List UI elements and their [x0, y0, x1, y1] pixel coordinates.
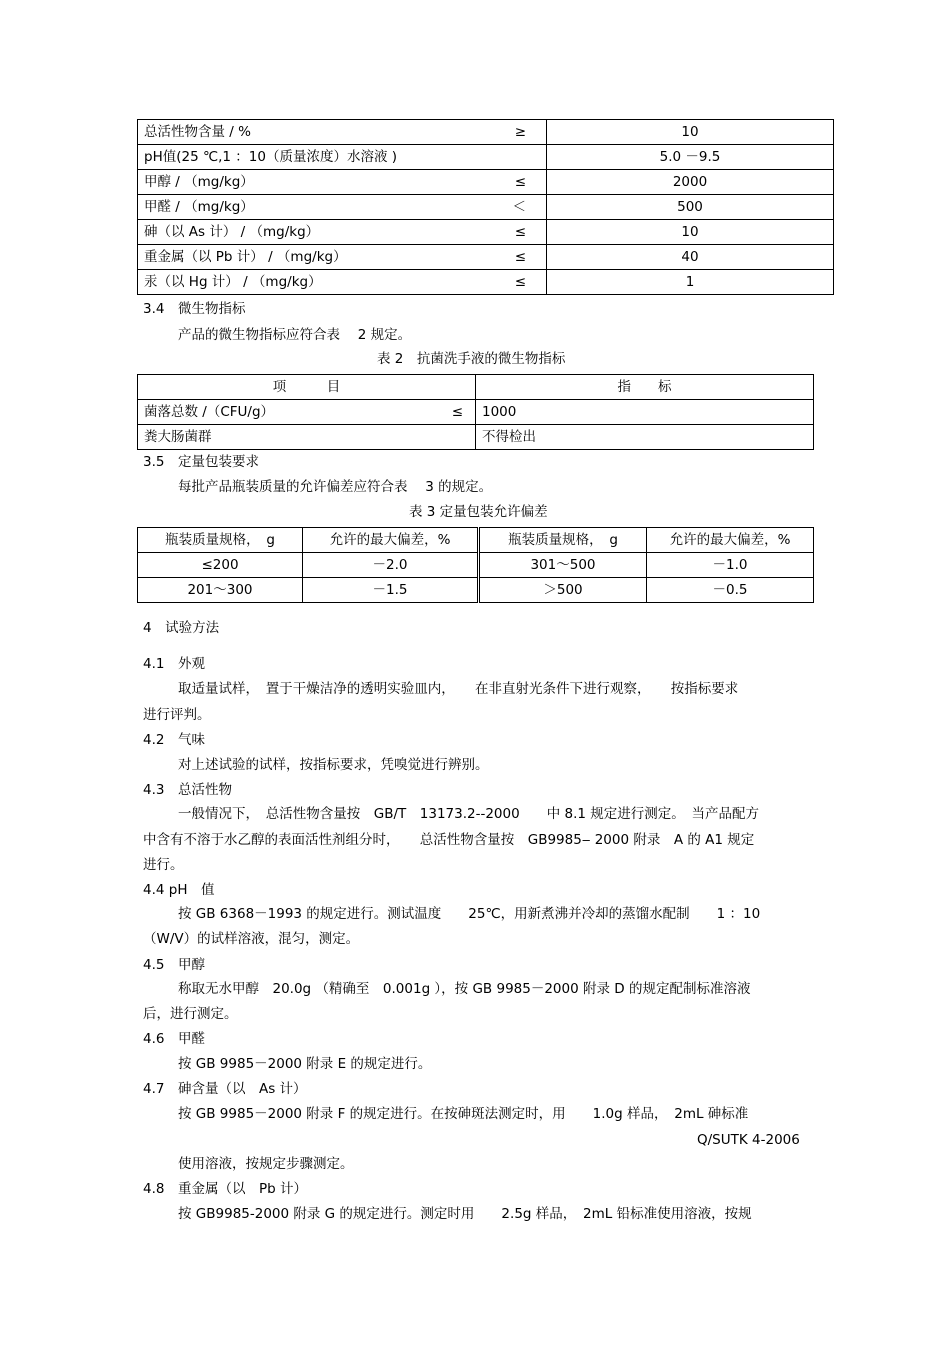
row-value: 2000 [547, 170, 834, 195]
table-cell: 201～300 [138, 578, 303, 603]
section-4-3-text: 中含有不溶于水乙醇的表面活性剂组分时， 总活性物含量按 GB9985‒ 2000 附录 A 的 A1 规定 [143, 832, 755, 848]
column-header: 瓶装质量规格， g [138, 528, 303, 553]
section-3-5-heading: 3.5 定量包装要求 [143, 454, 259, 470]
section-4-1-heading: 4.1 外观 [143, 656, 205, 672]
table-cell: ≤200 [138, 553, 303, 578]
comparison-symbol: ≤ [514, 274, 526, 290]
comparison-symbol: ＜ [512, 199, 526, 215]
table-row [138, 270, 834, 295]
table-row [138, 245, 834, 270]
comparison-symbol: ≤ [514, 174, 526, 190]
row-label: 汞（以 Hg 计） / （mg/kg） [144, 274, 322, 290]
column-header: 瓶装质量规格， g [479, 528, 647, 553]
row-value: 1000 [476, 400, 814, 425]
row-label: 总活性物含量 / % [144, 124, 251, 140]
row-value: 不得检出 [476, 425, 814, 450]
table-1 [137, 119, 834, 295]
table-row [138, 425, 814, 450]
section-4-4-heading: 4.4 pH 值 [143, 882, 215, 898]
section-4-3-heading: 4.3 总活性物 [143, 782, 232, 798]
row-label: pH值(25 ℃,1 ：10（质量浓度）水溶液 ) [144, 149, 398, 165]
row-label: 甲醇 / （mg/kg） [144, 174, 254, 190]
section-3-4-heading: 3.4 微生物指标 [143, 301, 246, 317]
table-3 [137, 527, 814, 603]
table-cell: －2.0 [303, 553, 479, 578]
table-cell: －1.5 [303, 578, 479, 603]
row-label: 重金属（以 Pb 计） / （mg/kg） [144, 249, 347, 265]
section-4-4-text: （W/V）的试样溶液，混匀，测定。 [143, 931, 360, 947]
section-4-8-text: 按 GB9985-2000 附录 G 的规定进行。测定时用 2.5g 样品， 2mL 铅标准使用溶液，按规 [178, 1206, 752, 1222]
table-row [138, 195, 834, 220]
table-header-row [138, 528, 814, 553]
row-label: 粪大肠菌群 [144, 429, 212, 445]
section-4-2-text: 对上述试验的试样，按指标要求，凭嗅觉进行辨别。 [178, 757, 489, 773]
section-4-5-heading: 4.5 甲醇 [143, 957, 205, 973]
table-row [138, 400, 814, 425]
table-cell: 301～500 [479, 553, 647, 578]
table-row [138, 220, 834, 245]
table-2-caption: 表 2 抗菌洗手液的微生物指标 [377, 351, 566, 367]
column-header-item: 项 目 [138, 375, 476, 400]
section-4-3-text: 进行。 [143, 857, 184, 873]
section-4-6-text: 按 GB 9985－2000 附录 E 的规定进行。 [178, 1056, 432, 1072]
section-4-8-heading: 4.8 重金属（以 Pb 计） [143, 1181, 307, 1197]
table-row [138, 553, 814, 578]
table-cell: －1.0 [647, 553, 814, 578]
row-value: 500 [547, 195, 834, 220]
table-row [138, 120, 834, 145]
column-header: 允许的最大偏差，% [647, 528, 814, 553]
table-cell: ＞500 [479, 578, 647, 603]
row-value: 10 [547, 120, 834, 145]
table-row [138, 578, 814, 603]
table-row [138, 145, 834, 170]
section-4-7-heading: 4.7 砷含量（以 As 计） [143, 1081, 307, 1097]
section-4-3-text: 一般情况下， 总活性物含量按 GB/T 13173.2--2000 中 8.1 规定进行测定。 当产品配方 [178, 806, 759, 822]
comparison-symbol: ≥ [514, 124, 526, 140]
document-id: Q/SUTK 4-2006 [697, 1132, 800, 1148]
row-value: 5.0 －9.5 [547, 145, 834, 170]
section-4-7-text: 使用溶液，按规定步骤测定。 [178, 1156, 354, 1172]
row-value: 40 [547, 245, 834, 270]
section-4-heading: 4 试验方法 [143, 620, 220, 636]
comparison-symbol: ≤ [451, 404, 463, 420]
section-4-6-heading: 4.6 甲醛 [143, 1031, 205, 1047]
table-3-caption: 表 3 定量包装允许偏差 [409, 504, 548, 520]
row-value: 10 [547, 220, 834, 245]
row-label: 甲醛 / （mg/kg） [144, 199, 254, 215]
table-cell: －0.5 [647, 578, 814, 603]
section-3-5-text: 每批产品瓶装质量的允许偏差应符合表 3 的规定。 [178, 479, 493, 495]
section-4-2-heading: 4.2 气味 [143, 732, 205, 748]
section-4-5-text: 称取无水甲醇 20.0g （精确至 0.001g ），按 GB 9985－2000 附录 D 的规定配制标准溶液 [178, 981, 751, 997]
section-3-4-text: 产品的微生物指标应符合表 2 规定。 [178, 327, 412, 343]
table-2 [137, 374, 814, 450]
section-4-7-text: 按 GB 9985－2000 附录 F 的规定进行。在按砷斑法测定时，用 1.0g 样品， 2mL 砷标准 [178, 1106, 749, 1122]
section-4-4-text: 按 GB 6368－1993 的规定进行。测试温度 25℃，用新煮沸并冷却的蒸馏水配制 1 ：10 [178, 906, 761, 922]
section-4-1-text: 进行评判。 [143, 707, 211, 723]
section-4-5-text: 后，进行测定。 [143, 1006, 238, 1022]
table-header-row [138, 375, 814, 400]
table-row [138, 170, 834, 195]
comparison-symbol: ≤ [514, 249, 526, 265]
column-header-index: 指 标 [476, 375, 814, 400]
column-header: 允许的最大偏差，% [303, 528, 479, 553]
row-label: 菌落总数 /（CFU/g） [144, 404, 275, 420]
section-4-1-text: 取适量试样， 置于干燥洁净的透明实验皿内， 在非直射光条件下进行观察， 按指标要求 [178, 681, 739, 697]
row-label: 砷（以 As 计） / （mg/kg） [144, 224, 320, 240]
row-value: 1 [547, 270, 834, 295]
comparison-symbol: ≤ [514, 224, 526, 240]
